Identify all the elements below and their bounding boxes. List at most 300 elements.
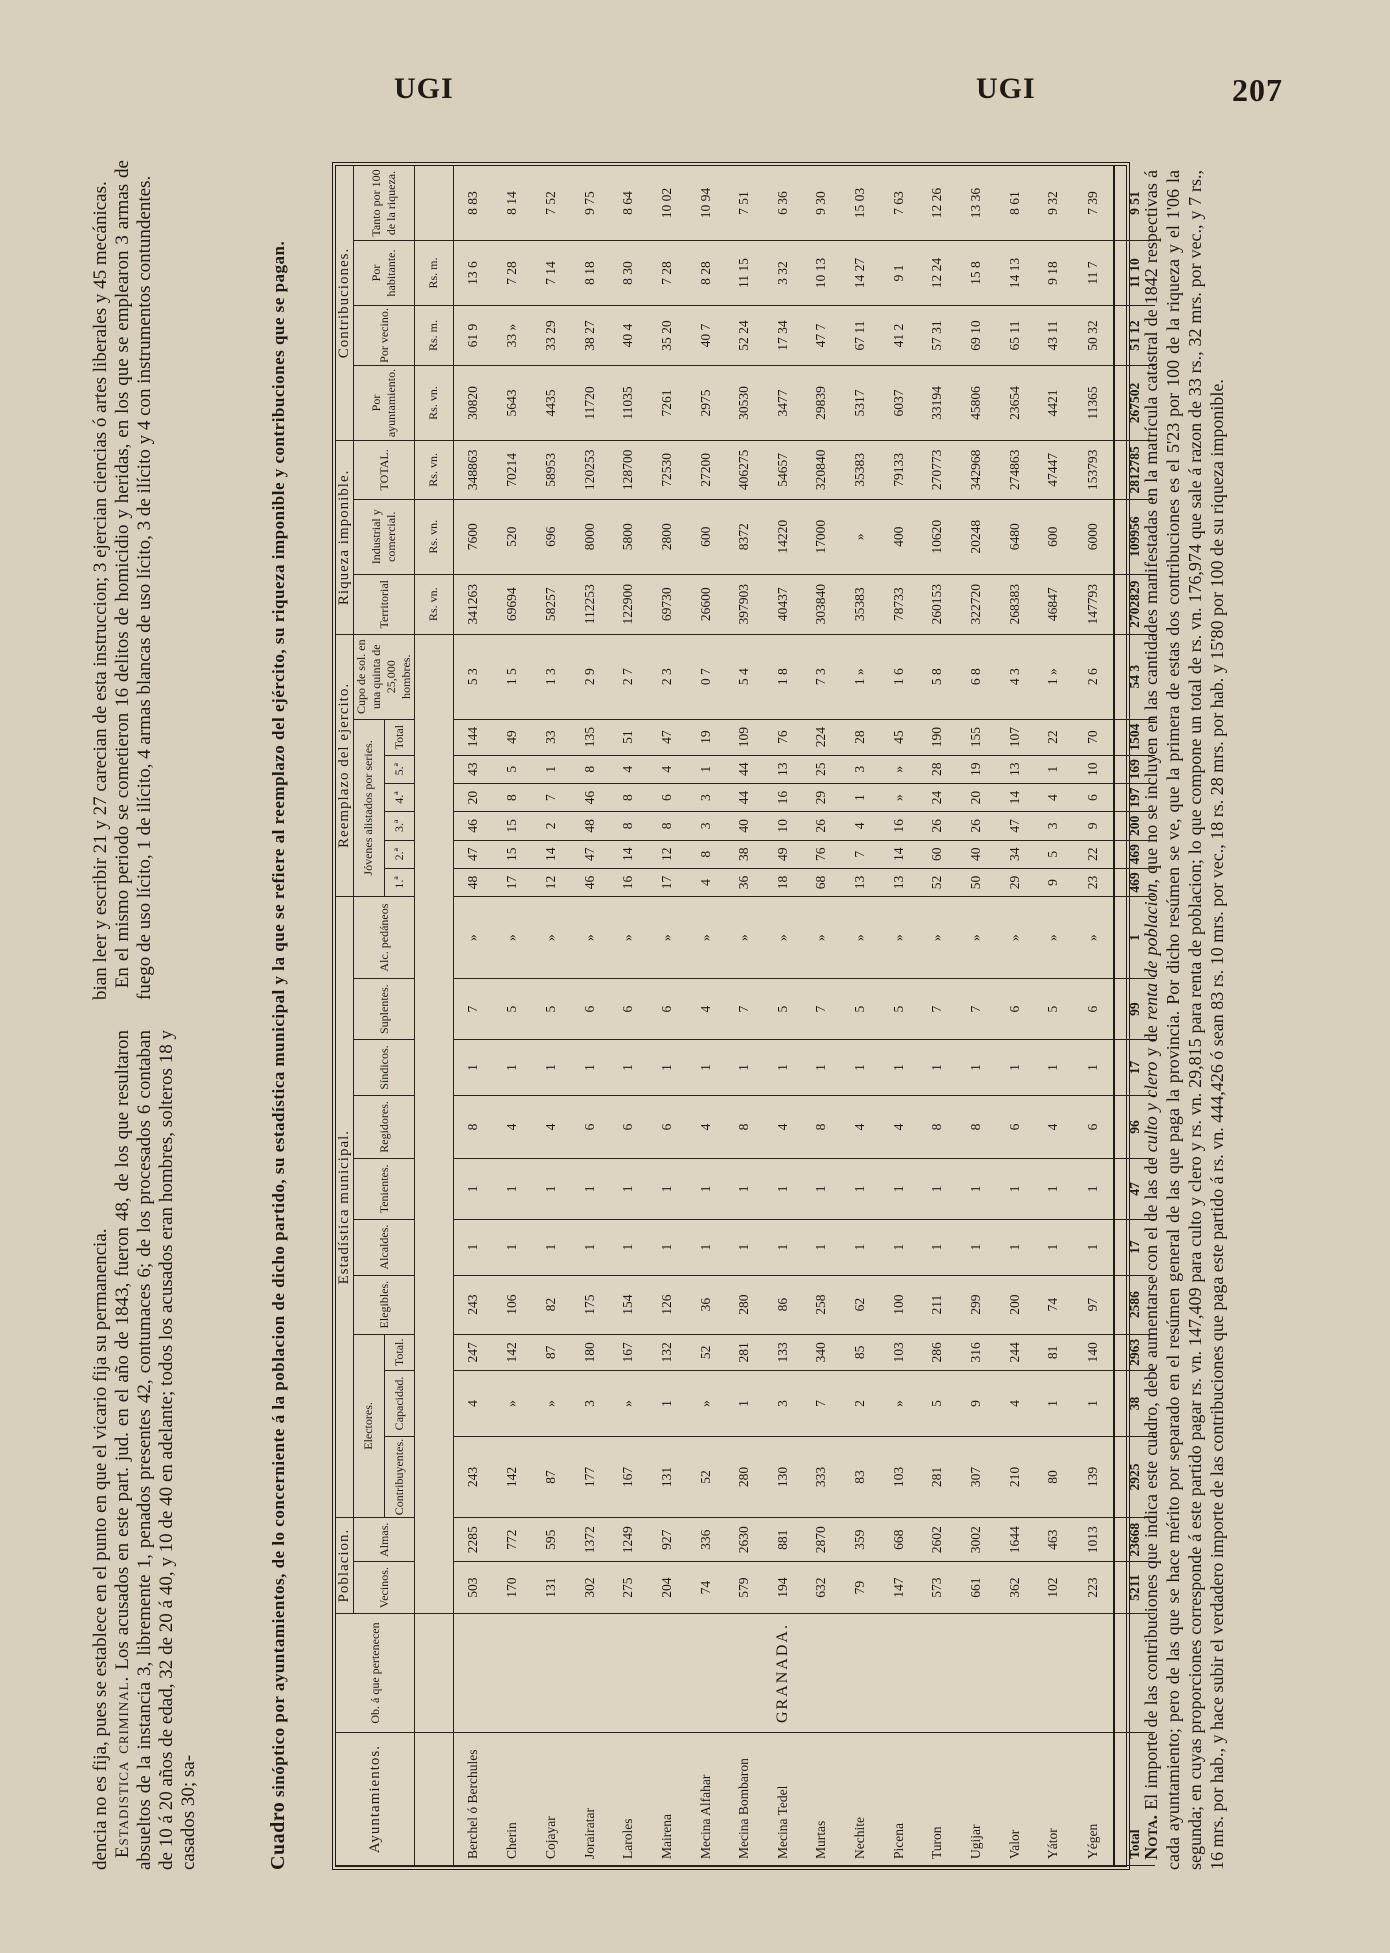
paragraph-criminal bbox=[112, 1030, 200, 1870]
table-cell: 5 3 bbox=[453, 634, 493, 719]
table-cell: 270773 bbox=[918, 441, 957, 500]
table-cell: 54657 bbox=[763, 441, 802, 500]
total-cell: 469 bbox=[1114, 840, 1155, 868]
col-serie-1: 1.ª bbox=[384, 868, 415, 896]
table-cell: 11 7 bbox=[1073, 241, 1114, 306]
table-cell: 13 bbox=[995, 755, 1034, 783]
table-cell: 9 32 bbox=[1034, 166, 1073, 241]
table-cell: 7261 bbox=[648, 366, 687, 441]
table-cell: 47 bbox=[570, 840, 609, 868]
table-cell: 5 bbox=[841, 979, 880, 1040]
table-cell: 8 bbox=[802, 1095, 841, 1159]
table-cell: 258 bbox=[802, 1275, 841, 1334]
table-cell: 17 bbox=[493, 868, 532, 896]
table-cell: 126 bbox=[648, 1275, 687, 1334]
table-cell: 307 bbox=[957, 1436, 996, 1517]
table-cell: 17 bbox=[648, 868, 687, 896]
table-cell: 4 bbox=[763, 1095, 802, 1159]
ayuntamiento-name: Turon bbox=[918, 1733, 957, 1866]
table-cell: 10 bbox=[1073, 755, 1114, 783]
table-cell: 1 bbox=[879, 1219, 918, 1275]
table-cell: 87 bbox=[532, 1334, 571, 1370]
table-cell: 50 bbox=[957, 868, 996, 896]
table-cell: 579 bbox=[725, 1562, 764, 1614]
table-cell: 274863 bbox=[995, 441, 1034, 500]
table-cell: 58257 bbox=[532, 574, 571, 634]
col-total-electores: Total. bbox=[384, 1334, 415, 1370]
table-row bbox=[493, 166, 532, 1866]
running-head-right: UGI bbox=[976, 72, 1036, 105]
col-capacidad: Capacidad. bbox=[384, 1371, 415, 1437]
table-cell: 175 bbox=[570, 1275, 609, 1334]
table-cell: 397903 bbox=[725, 574, 764, 634]
table-cell: » bbox=[609, 897, 648, 979]
table-cell: 1 bbox=[1034, 755, 1073, 783]
table-cell: 79133 bbox=[879, 441, 918, 500]
table-cell: 1 bbox=[725, 1219, 764, 1275]
table-cell: 1013 bbox=[1073, 1518, 1114, 1562]
table-row bbox=[1073, 166, 1114, 1866]
crimes-body: En el mismo periodo se cometieron 16 delitos de homicidio y heridas, en los que se emplearon 3 armas de fuego de uso lícito, 1 de ilícito, 4 armas blancas de uso lícito, 3 de ilícito y 4 con instrumentos contundentes. bbox=[112, 160, 155, 1000]
table-cell: 7 bbox=[918, 979, 957, 1040]
footnote-text-1: El importe de las contribuciones que indica este cuadro, debe aumentarse con el de las de bbox=[1141, 1157, 1161, 1810]
table-cell: 1 bbox=[532, 755, 571, 783]
text-column-left bbox=[90, 1030, 200, 1870]
table-cell: » bbox=[532, 897, 571, 979]
total-cell: 54 3 bbox=[1114, 634, 1155, 719]
table-cell: 8 30 bbox=[609, 241, 648, 306]
total-cell: 109956 bbox=[1114, 499, 1155, 574]
total-cell: 11 10 bbox=[1114, 241, 1155, 306]
table-cell: 68 bbox=[802, 868, 841, 896]
table-cell: 210 bbox=[995, 1436, 1034, 1517]
table-cell: 9 bbox=[1034, 868, 1073, 896]
unit-total: Rs. vn. bbox=[415, 441, 454, 500]
table-cell: 1 bbox=[686, 755, 725, 783]
table-header-sub bbox=[354, 166, 385, 1866]
table-cell: 1 bbox=[648, 1040, 687, 1095]
table-caption bbox=[268, 150, 289, 1870]
table-cell: 19 bbox=[686, 719, 725, 755]
table-cell: 1 bbox=[841, 1040, 880, 1095]
table-cell: 15 bbox=[493, 812, 532, 840]
table-cell: 280 bbox=[725, 1275, 764, 1334]
table-cell: 14 bbox=[879, 840, 918, 868]
table-cell: 52 bbox=[686, 1334, 725, 1370]
table-cell: 41 2 bbox=[879, 306, 918, 366]
table-row bbox=[957, 166, 996, 1866]
col-suplentes: Suplentes. bbox=[354, 979, 415, 1040]
col-por-ayuntamiento: Por ayuntamiento. bbox=[354, 366, 415, 441]
table-cell: 46 bbox=[570, 783, 609, 811]
table-cell: 244 bbox=[995, 1334, 1034, 1370]
table-cell: 2 bbox=[841, 1371, 880, 1437]
total-cell: 2812785 bbox=[1114, 441, 1155, 500]
table-cell: 11365 bbox=[1073, 366, 1114, 441]
table-cell: » bbox=[879, 783, 918, 811]
total-cell: 5211 bbox=[1114, 1562, 1155, 1614]
table-cell: 10 94 bbox=[686, 166, 725, 241]
table-cell: 38 27 bbox=[570, 306, 609, 366]
table-cell: 74 bbox=[1034, 1275, 1073, 1334]
col-territorial: Territorial bbox=[354, 574, 415, 634]
table-cell: 58953 bbox=[532, 441, 571, 500]
table-cell: 1 bbox=[570, 1159, 609, 1219]
table-row bbox=[532, 166, 571, 1866]
table-cell: 696 bbox=[532, 499, 571, 574]
table-cell: 668 bbox=[879, 1518, 918, 1562]
table-cell: 8 bbox=[686, 840, 725, 868]
table-cell: 302 bbox=[570, 1562, 609, 1614]
table-cell: 223 bbox=[1073, 1562, 1114, 1614]
table-cell: 1 bbox=[802, 1040, 841, 1095]
table-cell: 10 bbox=[763, 812, 802, 840]
table-cell: 4 bbox=[686, 979, 725, 1040]
unit-territorial: Rs. vn. bbox=[415, 574, 454, 634]
table-cell: 50 32 bbox=[1073, 306, 1114, 366]
table-cell: 47447 bbox=[1034, 441, 1073, 500]
table-cell: 5 bbox=[879, 979, 918, 1040]
table-cell: 4 bbox=[879, 1095, 918, 1159]
table-cell: 1 bbox=[957, 1040, 996, 1095]
table-cell: 1 bbox=[493, 1159, 532, 1219]
table-cell: 4 bbox=[648, 755, 687, 783]
ayuntamiento-name: Yégen bbox=[1073, 1733, 1114, 1866]
table-cell: 1 bbox=[648, 1219, 687, 1275]
table-cell: 48 bbox=[453, 868, 493, 896]
total-cell: 197 bbox=[1114, 783, 1155, 811]
footnote-italic-1: culto y clero bbox=[1141, 1061, 1161, 1153]
table-cell: 16 bbox=[609, 868, 648, 896]
table-cell: 13 36 bbox=[957, 166, 996, 241]
table-cell: » bbox=[802, 897, 841, 979]
table-row bbox=[570, 166, 609, 1866]
table-cell: 51 bbox=[609, 719, 648, 755]
table-cell: 122900 bbox=[609, 574, 648, 634]
table-cell: 76 bbox=[802, 840, 841, 868]
table-cell: 1 bbox=[570, 1219, 609, 1275]
ayuntamiento-name: Berchel ó Berchules bbox=[453, 1733, 493, 1866]
table-cell: 8 18 bbox=[570, 241, 609, 306]
unit-por-ayuntamiento: Rs. vn. bbox=[415, 366, 454, 441]
table-cell: 154 bbox=[609, 1275, 648, 1334]
table-cell: 131 bbox=[532, 1562, 571, 1614]
table-cell: 1 bbox=[725, 1040, 764, 1095]
table-cell: 6 bbox=[570, 1095, 609, 1159]
table-cell: 40 bbox=[725, 812, 764, 840]
table-cell: 8372 bbox=[725, 499, 764, 574]
table-cell: 6 bbox=[995, 979, 1034, 1040]
table-cell: 26 bbox=[957, 812, 996, 840]
unit-por-habitante: Rs. m. bbox=[415, 241, 454, 306]
table-cell: 632 bbox=[802, 1562, 841, 1614]
table-cell: 170 bbox=[493, 1562, 532, 1614]
table-cell: 268383 bbox=[995, 574, 1034, 634]
table-cell: 1 bbox=[725, 1371, 764, 1437]
table-cell: 1 bbox=[686, 1219, 725, 1275]
table-cell: 772 bbox=[493, 1518, 532, 1562]
table-cell: 15 03 bbox=[841, 166, 880, 241]
table-cell: 211 bbox=[918, 1275, 957, 1334]
table-cell: 1 » bbox=[1034, 634, 1073, 719]
table-cell: 1 bbox=[918, 1219, 957, 1275]
table-cell: 52 24 bbox=[725, 306, 764, 366]
col-serie-5: 5.ª bbox=[384, 755, 415, 783]
table-cell: 1 bbox=[609, 1040, 648, 1095]
col-cupo: Cupo de sol. en una quinta de 25,000 hombres. bbox=[354, 634, 415, 719]
table-cell: 180 bbox=[570, 1334, 609, 1370]
table-cell: 275 bbox=[609, 1562, 648, 1614]
total-cell: 38 bbox=[1114, 1371, 1155, 1437]
table-cell: 341263 bbox=[453, 574, 493, 634]
table-cell: 65 11 bbox=[995, 306, 1034, 366]
table-cell: 4421 bbox=[1034, 366, 1073, 441]
table-cell: 1 bbox=[995, 1040, 1034, 1095]
ayuntamiento-name: Cherin bbox=[493, 1733, 532, 1866]
col-serie-total: Total bbox=[384, 719, 415, 755]
table-cell: 8 bbox=[609, 783, 648, 811]
table-cell: 4 bbox=[532, 1095, 571, 1159]
table-cell: 26600 bbox=[686, 574, 725, 634]
col-industrial: Industrial y comercial. bbox=[354, 499, 415, 574]
table-cell: 40 4 bbox=[609, 306, 648, 366]
col-elegibles: Elegibles. bbox=[354, 1275, 415, 1334]
table-cell: 204 bbox=[648, 1562, 687, 1614]
col-ayuntamientos: Ayuntamientos. bbox=[336, 1733, 415, 1866]
table-cell: 280 bbox=[725, 1436, 764, 1517]
table-cell: 67 11 bbox=[841, 306, 880, 366]
table-cell: 26 bbox=[918, 812, 957, 840]
table-cell: 8000 bbox=[570, 499, 609, 574]
table-cell: 24 bbox=[918, 783, 957, 811]
table-cell: 97 bbox=[1073, 1275, 1114, 1334]
table-cell: » bbox=[532, 1371, 571, 1437]
table-cell: 9 75 bbox=[570, 166, 609, 241]
table-cell: 3 bbox=[763, 1371, 802, 1437]
table-cell: 7 51 bbox=[725, 166, 764, 241]
table-cell: 11 15 bbox=[725, 241, 764, 306]
table-cell: 69694 bbox=[493, 574, 532, 634]
table-cell: » bbox=[453, 897, 493, 979]
table-cell: 6 bbox=[1073, 1095, 1114, 1159]
table-cell: 147793 bbox=[1073, 574, 1114, 634]
total-cell: 2702829 bbox=[1114, 574, 1155, 634]
statistics-table bbox=[336, 166, 1155, 1866]
table-cell: 1 bbox=[763, 1159, 802, 1219]
table-cell: 6000 bbox=[1073, 499, 1114, 574]
table-cell: 40 7 bbox=[686, 306, 725, 366]
table-cell: 103 bbox=[879, 1334, 918, 1370]
paragraph-crimes bbox=[112, 160, 156, 1000]
table-cell: 8 83 bbox=[453, 166, 493, 241]
table-cell: 6 bbox=[648, 979, 687, 1040]
table-row bbox=[918, 166, 957, 1866]
table-cell: 1 bbox=[493, 1040, 532, 1095]
table-cell: 3 bbox=[841, 755, 880, 783]
col-vecinos: Vecinos. bbox=[354, 1562, 415, 1614]
table-cell: 2800 bbox=[648, 499, 687, 574]
table-cell: 139 bbox=[1073, 1436, 1114, 1517]
table-cell: 7 bbox=[841, 840, 880, 868]
table-cell: 400 bbox=[879, 499, 918, 574]
table-row bbox=[879, 166, 918, 1866]
table-cell: 340 bbox=[802, 1334, 841, 1370]
table-cell: 7 bbox=[802, 979, 841, 1040]
table-cell: 17000 bbox=[802, 499, 841, 574]
table-cell: 8 bbox=[648, 812, 687, 840]
table-cell: 1249 bbox=[609, 1518, 648, 1562]
col-serie-4: 4.ª bbox=[384, 783, 415, 811]
criminal-body: Los acusados en este part. jud. en el año de 1843, fueron 48, de los que resultaron absueltos de la instancia 3, libremente 1, penados presentes 42, contumaces 6; de los procesados 6 contaban de 10 á 20 años de edad, 32 de 20 á 40, y 10 de 40 en adelante; todos los acusados eran hombres, solteros 18 y casados 30; sa- bbox=[112, 1030, 199, 1870]
col-alc-pedaneos: Alc. pedáneos bbox=[354, 897, 415, 979]
table-cell: 2602 bbox=[918, 1518, 957, 1562]
table-cell: 4 bbox=[609, 755, 648, 783]
table-cell: 5 bbox=[532, 979, 571, 1040]
total-cell: 267502 bbox=[1114, 366, 1155, 441]
col-contribuyentes: Contribuyentes. bbox=[384, 1436, 415, 1517]
table-cell: 303840 bbox=[802, 574, 841, 634]
table-cell: 47 bbox=[995, 812, 1034, 840]
table-cell: 29 bbox=[802, 783, 841, 811]
col-almas: Almas. bbox=[354, 1518, 415, 1562]
table-cell: 9 1 bbox=[879, 241, 918, 306]
table-cell: 13 bbox=[763, 755, 802, 783]
table-cell: 155 bbox=[957, 719, 996, 755]
paragraph-residence: dencia no es fija, pues se establece en el punto en que el vicario fija su permanencia. bbox=[90, 1228, 111, 1870]
table-cell: 102 bbox=[1034, 1562, 1073, 1614]
table-cell: 6 bbox=[570, 979, 609, 1040]
total-cell: 51 12 bbox=[1114, 306, 1155, 366]
table-row bbox=[763, 166, 802, 1866]
total-cell: 169 bbox=[1114, 755, 1155, 783]
table-cell: 78733 bbox=[879, 574, 918, 634]
table-cell: 40 bbox=[957, 840, 996, 868]
table-cell: 1 bbox=[609, 1219, 648, 1275]
table-cell: 0 7 bbox=[686, 634, 725, 719]
table-cell: 144 bbox=[453, 719, 493, 755]
table-cell: 247 bbox=[453, 1334, 493, 1370]
col-serie-3: 3.ª bbox=[384, 812, 415, 840]
table-cell: 6 bbox=[609, 1095, 648, 1159]
table-cell: 4 bbox=[686, 1095, 725, 1159]
table-cell: » bbox=[725, 897, 764, 979]
table-cell: 8 bbox=[957, 1095, 996, 1159]
table-cell: » bbox=[686, 897, 725, 979]
table-cell: 11035 bbox=[609, 366, 648, 441]
table-cell: 12 26 bbox=[918, 166, 957, 241]
table-row bbox=[725, 166, 764, 1866]
table-cell: 8 28 bbox=[686, 241, 725, 306]
table-cell: 76 bbox=[763, 719, 802, 755]
table-cell: 36 bbox=[725, 868, 764, 896]
table-cell: 7 bbox=[725, 979, 764, 1040]
table-row bbox=[1034, 166, 1073, 1866]
table-cell: 1 bbox=[841, 783, 880, 811]
table-cell: 6 bbox=[1073, 979, 1114, 1040]
table-cell: 40437 bbox=[763, 574, 802, 634]
table-cell: 2 6 bbox=[1073, 634, 1114, 719]
text-columns bbox=[90, 150, 240, 1870]
table-cell: 16 bbox=[879, 812, 918, 840]
page-number: 207 bbox=[1232, 72, 1283, 108]
table-cell: 11720 bbox=[570, 366, 609, 441]
table-cell: 333 bbox=[802, 1436, 841, 1517]
table-cell: 1 bbox=[995, 1219, 1034, 1275]
table-cell: 320840 bbox=[802, 441, 841, 500]
ayuntamiento-name: Murtas bbox=[802, 1733, 841, 1866]
table-cell: 112253 bbox=[570, 574, 609, 634]
table-row bbox=[841, 166, 880, 1866]
ayuntamiento-name: Cojayar bbox=[532, 1733, 571, 1866]
table-cell: 3 32 bbox=[763, 241, 802, 306]
table-cell: 86 bbox=[763, 1275, 802, 1334]
table-cell: 13 bbox=[879, 868, 918, 896]
table-cell: 57 31 bbox=[918, 306, 957, 366]
total-label: Total bbox=[1114, 1733, 1155, 1866]
caption-first-word: Cuadro bbox=[267, 1801, 289, 1870]
table-cell: 2 9 bbox=[570, 634, 609, 719]
table-cell: » bbox=[648, 897, 687, 979]
group-contribuciones: Contribuciones. bbox=[336, 166, 354, 441]
table-cell: 35383 bbox=[841, 441, 880, 500]
table-cell: 7 28 bbox=[648, 241, 687, 306]
table-cell: 1 bbox=[841, 1159, 880, 1219]
table-cell: 47 7 bbox=[802, 306, 841, 366]
total-cell: 47 bbox=[1114, 1159, 1155, 1219]
units-row bbox=[415, 166, 454, 1866]
col-tanto-por-100: Tanto por 100 de la riqueza. bbox=[354, 166, 415, 241]
table-cell: 1644 bbox=[995, 1518, 1034, 1562]
table-cell: 10 02 bbox=[648, 166, 687, 241]
group-municipal: Estadística municipal. bbox=[336, 897, 354, 1518]
table-cell: 7 52 bbox=[532, 166, 571, 241]
unit-industrial: Rs. vn. bbox=[415, 499, 454, 574]
ayuntamiento-name: Ugijar bbox=[957, 1733, 996, 1866]
table-cell: 44 bbox=[725, 783, 764, 811]
table-cell: 1 bbox=[493, 1219, 532, 1275]
table-cell: 142 bbox=[493, 1334, 532, 1370]
table-cell: 1 bbox=[802, 1219, 841, 1275]
text-column-right bbox=[90, 160, 156, 1000]
table-cell: 20 bbox=[957, 783, 996, 811]
table-cell: 43 bbox=[453, 755, 493, 783]
table-cell: 4 bbox=[1034, 783, 1073, 811]
table-cell: 6 bbox=[648, 1095, 687, 1159]
table-cell: 7 63 bbox=[879, 166, 918, 241]
table-cell: 5 8 bbox=[918, 634, 957, 719]
total-cell: 9 51 bbox=[1114, 166, 1155, 241]
table-cell: 8 bbox=[918, 1095, 957, 1159]
table-cell: » bbox=[609, 1371, 648, 1437]
table-cell: 6 36 bbox=[763, 166, 802, 241]
table-cell: 503 bbox=[453, 1562, 493, 1614]
table-cell: 2285 bbox=[453, 1518, 493, 1562]
total-cell: 23668 bbox=[1114, 1518, 1155, 1562]
table-cell: 243 bbox=[453, 1436, 493, 1517]
table-cell: 6480 bbox=[995, 499, 1034, 574]
table-cell: 20 bbox=[453, 783, 493, 811]
table-cell: 7 3 bbox=[802, 634, 841, 719]
col-ob: Ob. á que pertenecen bbox=[336, 1613, 415, 1732]
table-cell: 6 bbox=[995, 1095, 1034, 1159]
table-row bbox=[648, 166, 687, 1866]
table-cell: 14 27 bbox=[841, 241, 880, 306]
table-cell: 153793 bbox=[1073, 441, 1114, 500]
table-cell: 1 bbox=[1073, 1040, 1114, 1095]
table-cell: 43 11 bbox=[1034, 306, 1073, 366]
table-cell: 74 bbox=[686, 1562, 725, 1614]
paragraph-education: bian leer y escribir 21 y 27 carecian de esta instruccion; 3 ejercian ciencias ó artes liberales y 45 mecánicas. bbox=[90, 181, 111, 1000]
